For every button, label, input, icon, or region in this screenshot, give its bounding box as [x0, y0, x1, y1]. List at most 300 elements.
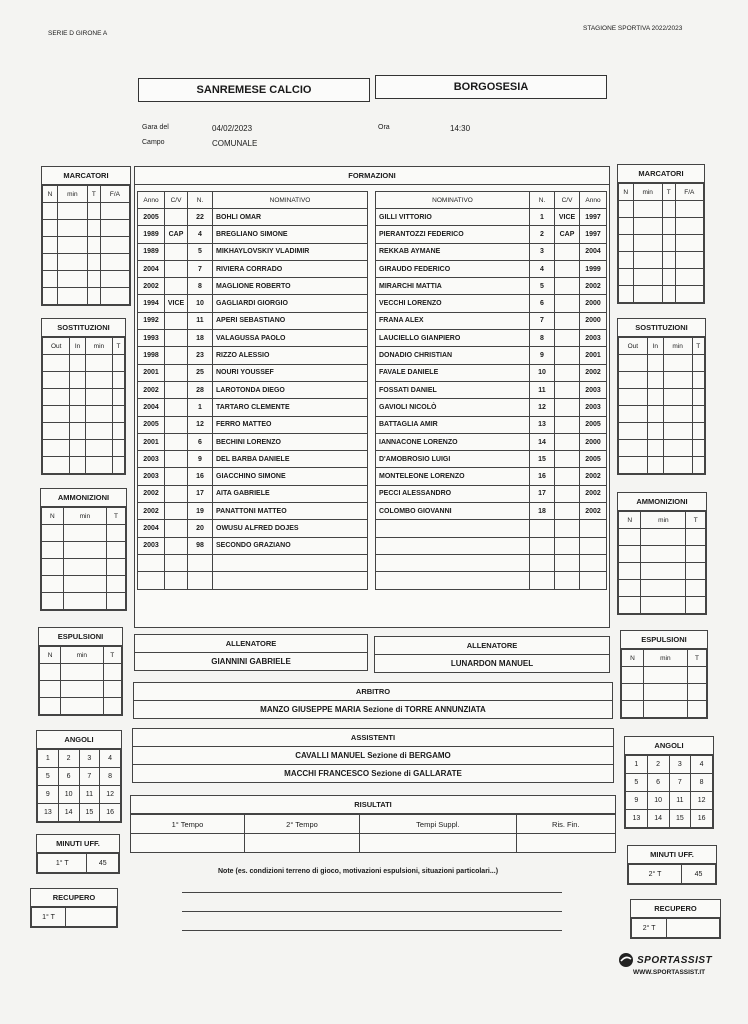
grid-header-cell: N: [43, 186, 58, 203]
corner-number[interactable]: 13: [626, 810, 648, 828]
grid-entry-cell[interactable]: [107, 525, 126, 542]
grid-entry-cell[interactable]: [633, 235, 662, 252]
grid-entry-cell[interactable]: [687, 684, 706, 701]
grid-entry-cell[interactable]: [70, 406, 85, 423]
home-coach-name: GIANNINI GABRIELE: [211, 657, 291, 666]
away-lineup-row: [376, 312, 607, 329]
away-player-number: 8: [530, 330, 555, 347]
away-player-name: GAVIOLI NICOLÒ: [376, 399, 530, 416]
grid-entry-cell[interactable]: [687, 701, 706, 718]
results-title: RISULTATI: [131, 796, 615, 814]
grid-entry-cell[interactable]: [103, 681, 121, 698]
home-player-number: 18: [188, 330, 213, 347]
grid-entry-cell[interactable]: [675, 286, 703, 303]
grid-entry-cell[interactable]: [57, 237, 87, 254]
assistant-2: MACCHI FRANCESCO Sezione di GALLARATE: [284, 769, 462, 778]
grid-entry-cell[interactable]: [63, 576, 107, 593]
grid-entry-cell[interactable]: [619, 372, 648, 389]
grid-entry-cell[interactable]: [692, 389, 705, 406]
away-ammonizioni-title: AMMONIZIONI: [618, 493, 706, 511]
away-player-role: [555, 572, 580, 589]
grid-entry-cell[interactable]: [663, 440, 692, 457]
grid-entry-cell[interactable]: [675, 252, 703, 269]
result-col-1: 1° Tempo: [131, 815, 244, 834]
grid-entry-cell[interactable]: [43, 406, 70, 423]
grid-entry-cell[interactable]: [622, 701, 644, 718]
grid-entry-cell[interactable]: [647, 423, 663, 440]
grid-entry-cell[interactable]: [87, 237, 100, 254]
grid-entry-cell[interactable]: [619, 457, 648, 474]
grid-entry-cell[interactable]: [61, 698, 103, 715]
grid-entry-cell[interactable]: [663, 372, 692, 389]
corner-number[interactable]: 5: [626, 774, 648, 792]
grid-entry-cell[interactable]: [692, 440, 705, 457]
away-player-number: 9: [530, 347, 555, 364]
home-player-role: [165, 468, 188, 485]
home-player-number: 11: [188, 312, 213, 329]
grid-entry-cell[interactable]: [100, 254, 129, 271]
grid-entry-cell[interactable]: [692, 423, 705, 440]
grid-entry-cell[interactable]: [100, 288, 129, 305]
grid-entry-cell[interactable]: [113, 457, 125, 474]
corner-number[interactable]: 7: [79, 768, 100, 786]
home-player-number: 28: [188, 381, 213, 398]
home-angoli-box: [36, 730, 122, 823]
away-lineup-row: [376, 399, 607, 416]
grid-entry-cell[interactable]: [57, 220, 87, 237]
away-player-year: 1997: [580, 226, 607, 243]
home-player-role: [165, 312, 188, 329]
grid-header-cell: Out: [619, 338, 648, 355]
corner-number[interactable]: 9: [626, 792, 648, 810]
home-player-year: 2001: [138, 433, 165, 450]
grid-entry-cell[interactable]: [647, 406, 663, 423]
grid-entry-cell[interactable]: [692, 372, 705, 389]
home-player-name: MIKHAYLOVSKIY VLADIMIR: [213, 243, 368, 260]
away-player-year: 2002: [580, 485, 607, 502]
away-player-role: [555, 347, 580, 364]
grid-entry-cell[interactable]: [619, 389, 648, 406]
grid-entry-cell[interactable]: [113, 423, 125, 440]
grid-entry-cell[interactable]: [113, 440, 125, 457]
corner-number[interactable]: 11: [669, 792, 691, 810]
grid-entry-cell[interactable]: [43, 355, 70, 372]
away-player-name: PIERANTOZZI FEDERICO: [376, 226, 530, 243]
away-lineup-row: [376, 503, 607, 520]
away-player-role: [555, 399, 580, 416]
grid-entry-cell[interactable]: [619, 355, 648, 372]
grid-entry-cell[interactable]: [87, 271, 100, 288]
home-col-cv: C/V: [165, 192, 188, 209]
grid-entry-cell[interactable]: [70, 372, 85, 389]
gara-label: Gara del: [142, 124, 169, 131]
away-player-name: REKKAB AYMANE: [376, 243, 530, 260]
corner-number[interactable]: 14: [58, 804, 79, 822]
grid-entry-cell[interactable]: [686, 597, 706, 614]
grid-entry-cell[interactable]: [43, 237, 58, 254]
grid-entry-cell[interactable]: [70, 457, 85, 474]
away-player-number: 10: [530, 364, 555, 381]
corner-number[interactable]: 16: [100, 804, 121, 822]
grid-entry-cell[interactable]: [663, 389, 692, 406]
away-player-role: [555, 503, 580, 520]
grid-entry-cell[interactable]: [647, 389, 663, 406]
grid-entry-cell[interactable]: [70, 423, 85, 440]
grid-entry-cell[interactable]: [619, 269, 634, 286]
away-lineup-row: [376, 364, 607, 381]
away-col-n: N.: [530, 192, 555, 209]
grid-entry-cell[interactable]: [619, 580, 641, 597]
away-angoli-box: [624, 736, 714, 829]
grid-entry-cell[interactable]: [663, 457, 692, 474]
grid-entry-cell[interactable]: [43, 389, 70, 406]
home-player-year: 1989: [138, 226, 165, 243]
grid-entry-cell[interactable]: [87, 288, 100, 305]
grid-entry-cell[interactable]: [42, 542, 64, 559]
grid-entry-cell[interactable]: [100, 237, 129, 254]
home-player-role: [165, 243, 188, 260]
corner-number[interactable]: 3: [79, 750, 100, 768]
grid-entry-cell[interactable]: [57, 271, 87, 288]
away-player-role: [555, 364, 580, 381]
away-player-year: 2003: [580, 330, 607, 347]
home-player-role: [165, 503, 188, 520]
grid-entry-cell[interactable]: [686, 546, 706, 563]
home-player-number: 25: [188, 364, 213, 381]
grid-entry-cell[interactable]: [43, 271, 58, 288]
grid-entry-cell[interactable]: [85, 457, 112, 474]
grid-entry-cell[interactable]: [107, 576, 126, 593]
grid-entry-cell[interactable]: [662, 201, 675, 218]
grid-entry-cell[interactable]: [692, 406, 705, 423]
away-player-name: FAVALE DANIELE: [376, 364, 530, 381]
grid-entry-cell[interactable]: [40, 681, 61, 698]
home-player-role: [165, 399, 188, 416]
corner-number[interactable]: 2: [647, 756, 669, 774]
corner-number[interactable]: 6: [58, 768, 79, 786]
grid-entry-cell[interactable]: [85, 440, 112, 457]
home-recupero-value[interactable]: [66, 908, 117, 927]
grid-entry-cell[interactable]: [100, 203, 129, 220]
away-player-name: BATTAGLIA AMIR: [376, 416, 530, 433]
grid-entry-cell[interactable]: [675, 269, 703, 286]
note-line-3[interactable]: [182, 930, 562, 931]
grid-entry-cell[interactable]: [687, 667, 706, 684]
grid-header-cell: T: [686, 512, 706, 529]
grid-entry-cell[interactable]: [87, 254, 100, 271]
grid-entry-cell[interactable]: [100, 220, 129, 237]
grid-entry-cell[interactable]: [663, 423, 692, 440]
grid-entry-cell[interactable]: [113, 406, 125, 423]
grid-entry-cell[interactable]: [85, 406, 112, 423]
home-player-year: 1989: [138, 243, 165, 260]
grid-entry-cell[interactable]: [85, 355, 112, 372]
grid-header-cell: F/A: [675, 184, 703, 201]
corner-number[interactable]: 1: [38, 750, 59, 768]
corner-number[interactable]: 12: [691, 792, 713, 810]
home-player-name: BOHLI OMAR: [213, 209, 368, 226]
grid-entry-cell[interactable]: [40, 664, 61, 681]
corner-number[interactable]: 12: [100, 786, 121, 804]
home-player-year: 2004: [138, 399, 165, 416]
grid-entry-cell[interactable]: [42, 559, 64, 576]
corner-number[interactable]: 15: [79, 804, 100, 822]
grid-entry-cell[interactable]: [633, 286, 662, 303]
grid-entry-cell[interactable]: [619, 201, 634, 218]
grid-entry-cell[interactable]: [686, 529, 706, 546]
grid-entry-cell[interactable]: [619, 529, 641, 546]
grid-header-cell: min: [57, 186, 87, 203]
grid-entry-cell[interactable]: [70, 440, 85, 457]
result-val-3[interactable]: [360, 834, 517, 853]
grid-entry-cell[interactable]: [619, 406, 648, 423]
grid-entry-cell[interactable]: [641, 563, 686, 580]
away-player-number: 14: [530, 433, 555, 450]
grid-entry-cell[interactable]: [662, 252, 675, 269]
grid-entry-cell[interactable]: [43, 288, 58, 305]
corner-number[interactable]: 14: [647, 810, 669, 828]
grid-entry-cell[interactable]: [63, 559, 107, 576]
grid-entry-cell[interactable]: [647, 355, 663, 372]
home-player-year: [138, 572, 165, 589]
home-lineup-row: [138, 347, 368, 364]
home-player-year: 1998: [138, 347, 165, 364]
assistants-title: ASSISTENTI: [133, 729, 613, 747]
grid-entry-cell[interactable]: [622, 684, 644, 701]
grid-entry-cell[interactable]: [619, 597, 641, 614]
grid-entry-cell[interactable]: [643, 667, 687, 684]
grid-entry-cell[interactable]: [107, 593, 126, 610]
grid-entry-cell[interactable]: [42, 525, 64, 542]
grid-entry-cell[interactable]: [70, 389, 85, 406]
grid-entry-cell[interactable]: [675, 218, 703, 235]
grid-entry-cell[interactable]: [641, 580, 686, 597]
corner-number[interactable]: 8: [100, 768, 121, 786]
away-player-year: [580, 554, 607, 571]
corner-number[interactable]: 4: [100, 750, 121, 768]
grid-entry-cell[interactable]: [61, 664, 103, 681]
home-coach-box: [134, 634, 368, 671]
grid-entry-cell[interactable]: [647, 457, 663, 474]
grid-entry-cell[interactable]: [42, 576, 64, 593]
grid-entry-cell[interactable]: [619, 423, 648, 440]
grid-entry-cell[interactable]: [87, 220, 100, 237]
result-col-3: Tempi Suppl.: [360, 815, 517, 834]
grid-entry-cell[interactable]: [61, 681, 103, 698]
home-lineup-row: [138, 503, 368, 520]
note-line-2[interactable]: [182, 911, 562, 912]
grid-entry-cell[interactable]: [619, 252, 634, 269]
grid-entry-cell[interactable]: [647, 440, 663, 457]
grid-entry-cell[interactable]: [662, 235, 675, 252]
grid-entry-cell[interactable]: [57, 254, 87, 271]
away-lineup-row: [376, 416, 607, 433]
grid-entry-cell[interactable]: [107, 559, 126, 576]
note-line-1[interactable]: [182, 892, 562, 893]
grid-entry-cell[interactable]: [57, 288, 87, 305]
grid-entry-cell[interactable]: [43, 423, 70, 440]
home-player-year: [138, 554, 165, 571]
grid-entry-cell[interactable]: [40, 698, 61, 715]
away-col-nominativo: NOMINATIVO: [376, 192, 530, 209]
grid-entry-cell[interactable]: [70, 355, 85, 372]
away-lineup-row: [376, 243, 607, 260]
grid-entry-cell[interactable]: [686, 563, 706, 580]
away-player-role: [555, 485, 580, 502]
corner-number[interactable]: 10: [58, 786, 79, 804]
away-player-name: VECCHI LORENZO: [376, 295, 530, 312]
away-minuti-tempo: 2° T: [629, 865, 682, 884]
brand-url[interactable]: WWW.SPORTASSIST.IT: [633, 969, 706, 976]
grid-entry-cell[interactable]: [113, 355, 125, 372]
grid-entry-cell[interactable]: [42, 593, 64, 610]
grid-entry-cell[interactable]: [107, 542, 126, 559]
home-col-anno: Anno: [138, 192, 165, 209]
grid-entry-cell[interactable]: [641, 597, 686, 614]
grid-header-cell: F/A: [100, 186, 129, 203]
grid-entry-cell[interactable]: [686, 580, 706, 597]
home-player-year: 2002: [138, 503, 165, 520]
result-val-4[interactable]: [516, 834, 615, 853]
home-player-number: 20: [188, 520, 213, 537]
grid-entry-cell[interactable]: [85, 389, 112, 406]
grid-entry-cell[interactable]: [633, 218, 662, 235]
home-minuti-title: MINUTI UFF.: [37, 835, 119, 853]
away-marcatori-title: MARCATORI: [618, 165, 704, 183]
assistants-box: [132, 728, 614, 783]
result-col-4: Ris. Fin.: [516, 815, 615, 834]
grid-entry-cell[interactable]: [113, 372, 125, 389]
away-player-year: 2000: [580, 312, 607, 329]
grid-entry-cell[interactable]: [663, 406, 692, 423]
grid-entry-cell[interactable]: [641, 529, 686, 546]
away-lineup-row: [376, 451, 607, 468]
home-player-name: DEL BARBA DANIELE: [213, 451, 368, 468]
grid-entry-cell[interactable]: [43, 440, 70, 457]
home-minuti-box: [36, 834, 120, 874]
grid-header-cell: T: [113, 338, 125, 355]
grid-entry-cell[interactable]: [619, 218, 634, 235]
corner-number[interactable]: 10: [647, 792, 669, 810]
away-player-role: CAP: [555, 226, 580, 243]
grid-entry-cell[interactable]: [675, 235, 703, 252]
corner-number[interactable]: 16: [691, 810, 713, 828]
grid-entry-cell[interactable]: [647, 372, 663, 389]
corner-number[interactable]: 1: [626, 756, 648, 774]
corner-number[interactable]: 11: [79, 786, 100, 804]
grid-entry-cell[interactable]: [641, 546, 686, 563]
home-player-name: OWUSU ALFRED DOJES: [213, 520, 368, 537]
grid-entry-cell[interactable]: [675, 201, 703, 218]
away-player-year: 2005: [580, 416, 607, 433]
grid-entry-cell[interactable]: [43, 254, 58, 271]
home-player-number: 19: [188, 503, 213, 520]
away-col-anno: Anno: [580, 192, 607, 209]
grid-entry-cell[interactable]: [633, 252, 662, 269]
grid-entry-cell[interactable]: [619, 235, 634, 252]
grid-entry-cell[interactable]: [43, 372, 70, 389]
grid-header-cell: N: [619, 184, 634, 201]
grid-entry-cell[interactable]: [619, 546, 641, 563]
away-recupero-value[interactable]: [667, 919, 720, 938]
away-lineup-row: [376, 554, 607, 571]
corner-number[interactable]: 8: [691, 774, 713, 792]
grid-entry-cell[interactable]: [633, 201, 662, 218]
corner-number[interactable]: 9: [38, 786, 59, 804]
away-lineup-row: [376, 278, 607, 295]
grid-header-cell: In: [70, 338, 85, 355]
grid-entry-cell[interactable]: [43, 220, 58, 237]
grid-entry-cell[interactable]: [662, 269, 675, 286]
grid-entry-cell[interactable]: [63, 593, 107, 610]
grid-entry-cell[interactable]: [692, 355, 705, 372]
home-player-name: BREGLIANO SIMONE: [213, 226, 368, 243]
away-lineup-row: [376, 295, 607, 312]
away-lineup-row: [376, 485, 607, 502]
home-player-number: [188, 572, 213, 589]
grid-entry-cell[interactable]: [87, 203, 100, 220]
grid-header-cell: T: [103, 647, 121, 664]
grid-entry-cell[interactable]: [43, 203, 58, 220]
result-val-1[interactable]: [131, 834, 244, 853]
grid-entry-cell[interactable]: [103, 698, 121, 715]
grid-entry-cell[interactable]: [663, 355, 692, 372]
away-player-number: 12: [530, 399, 555, 416]
corner-number[interactable]: 4: [691, 756, 713, 774]
away-player-year: 1999: [580, 260, 607, 277]
grid-entry-cell[interactable]: [103, 664, 121, 681]
grid-entry-cell[interactable]: [100, 271, 129, 288]
grid-entry-cell[interactable]: [63, 542, 107, 559]
home-player-name: TARTARO CLEMENTE: [213, 399, 368, 416]
home-player-name: GAGLIARDI GIORGIO: [213, 295, 368, 312]
corner-number[interactable]: 15: [669, 810, 691, 828]
home-lineup-table: [137, 191, 368, 590]
grid-entry-cell[interactable]: [622, 667, 644, 684]
corner-number[interactable]: 5: [38, 768, 59, 786]
grid-entry-cell[interactable]: [662, 218, 675, 235]
grid-entry-cell[interactable]: [643, 684, 687, 701]
result-val-2[interactable]: [244, 834, 359, 853]
grid-entry-cell[interactable]: [63, 525, 107, 542]
grid-entry-cell[interactable]: [633, 269, 662, 286]
grid-entry-cell[interactable]: [692, 457, 705, 474]
grid-entry-cell[interactable]: [619, 286, 634, 303]
grid-entry-cell[interactable]: [662, 286, 675, 303]
away-lineup-row: [376, 209, 607, 226]
home-lineup-row: [138, 416, 368, 433]
home-player-role: [165, 364, 188, 381]
grid-entry-cell[interactable]: [619, 440, 648, 457]
grid-header-cell: N: [619, 512, 641, 529]
corner-number[interactable]: 13: [38, 804, 59, 822]
away-lineup-row: [376, 433, 607, 450]
grid-entry-cell[interactable]: [43, 457, 70, 474]
away-player-year: [580, 572, 607, 589]
corner-number[interactable]: 2: [58, 750, 79, 768]
corner-number[interactable]: 3: [669, 756, 691, 774]
corner-number[interactable]: 7: [669, 774, 691, 792]
home-player-year: 2002: [138, 381, 165, 398]
away-player-role: [555, 243, 580, 260]
grid-entry-cell[interactable]: [85, 423, 112, 440]
grid-entry-cell[interactable]: [57, 203, 87, 220]
grid-entry-cell[interactable]: [85, 372, 112, 389]
grid-entry-cell[interactable]: [113, 389, 125, 406]
corner-number[interactable]: 6: [647, 774, 669, 792]
grid-entry-cell[interactable]: [643, 701, 687, 718]
grid-entry-cell[interactable]: [619, 563, 641, 580]
